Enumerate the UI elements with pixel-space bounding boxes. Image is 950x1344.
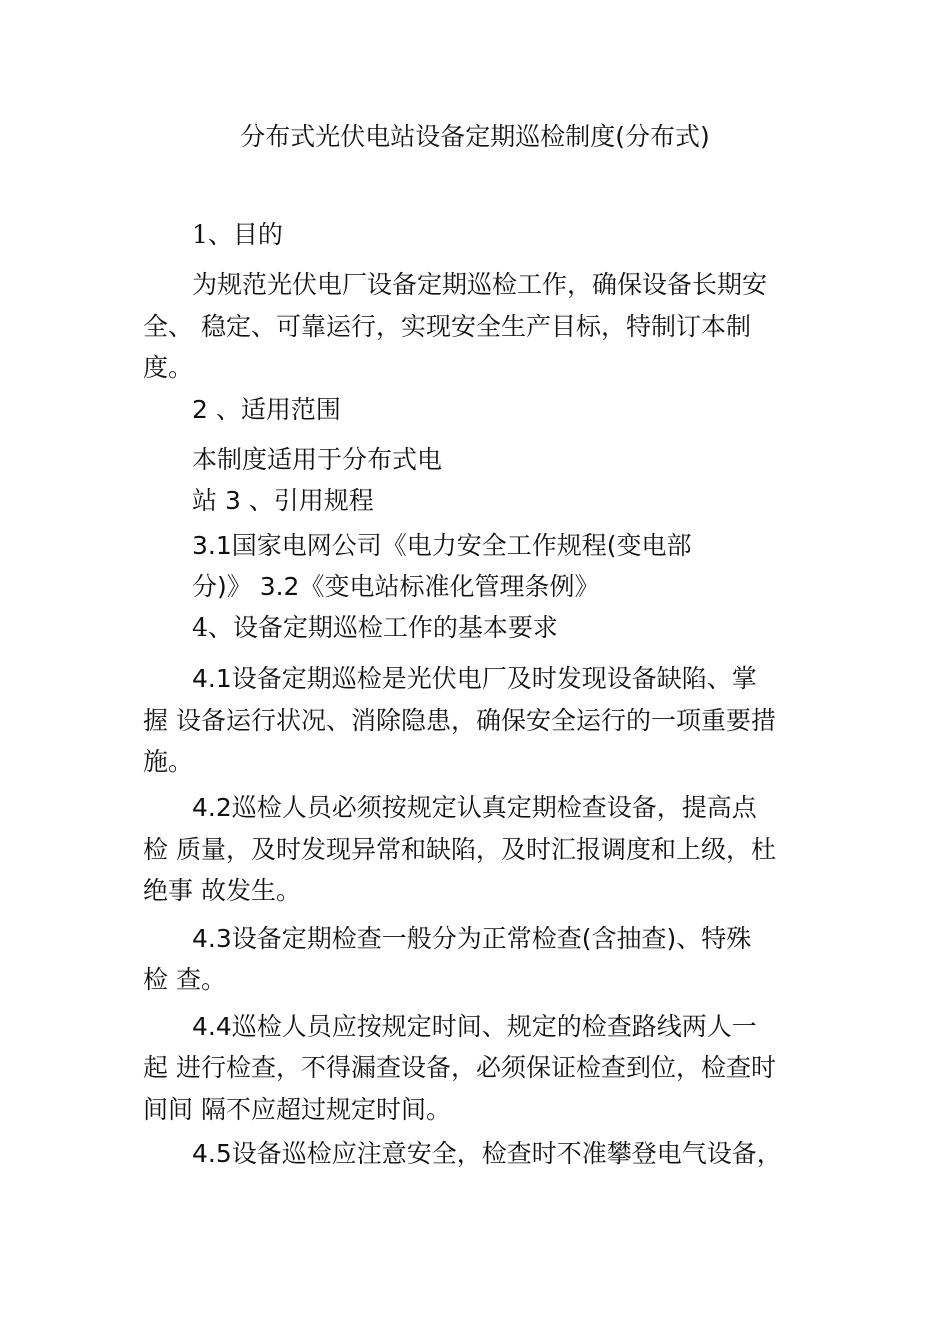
paragraph-line: 4.2巡检人员必须按规定认真定期检查设备，提高点 bbox=[192, 793, 757, 822]
paragraph-line: 全、 稳定、可靠运行，实现安全生产目标，特制订本制 bbox=[143, 312, 751, 341]
paragraph-line: 4.1设备定期巡检是光伏电厂及时发现设备缺陷、掌 bbox=[192, 664, 757, 693]
section-heading-purpose: 1、目的 bbox=[192, 220, 283, 249]
paragraph-line: 为规范光伏电厂设备定期巡检工作，确保设备长期安 bbox=[192, 270, 768, 299]
document-title: 分布式光伏电站设备定期巡检制度(分布式) bbox=[240, 122, 710, 151]
paragraph-line: 4.5设备巡检应注意安全，检查时不准攀登电气设备， bbox=[192, 1139, 782, 1168]
reference-line: 分)》 3.2《变电站标准化管理条例》 bbox=[192, 572, 600, 601]
paragraph-line: 度。 bbox=[143, 353, 194, 382]
section-heading-references: 站 3 、引用规程 bbox=[192, 486, 374, 515]
reference-line: 3.1国家电网公司《电力安全工作规程(变电部 bbox=[192, 531, 692, 560]
paragraph-line: 起 进行检查，不得漏查设备，必须保证检查到位，检查时 bbox=[143, 1053, 776, 1082]
paragraph-line: 绝事 故发生。 bbox=[143, 876, 301, 905]
section-heading-scope: 2 、适用范围 bbox=[192, 395, 341, 424]
paragraph-line: 本制度适用于分布式电 bbox=[192, 445, 443, 474]
paragraph-line: 检 查。 bbox=[143, 965, 226, 994]
section-heading-requirements: 4、设备定期巡检工作的基本要求 bbox=[192, 613, 558, 642]
paragraph-line: 4.4巡检人员应按规定时间、规定的检查路线两人一 bbox=[192, 1012, 757, 1041]
paragraph-line: 间间 隔不应超过规定时间。 bbox=[143, 1095, 451, 1124]
paragraph-line: 握 设备运行状况、消除隐患，确保安全运行的一项重要措 bbox=[143, 706, 776, 735]
paragraph-line: 4.3设备定期检查一般分为正常检查(含抽查)、特殊 bbox=[192, 924, 752, 953]
paragraph-line: 检 质量，及时发现异常和缺陷，及时汇报调度和上级，杜 bbox=[143, 835, 776, 864]
paragraph-line: 施。 bbox=[143, 747, 194, 776]
